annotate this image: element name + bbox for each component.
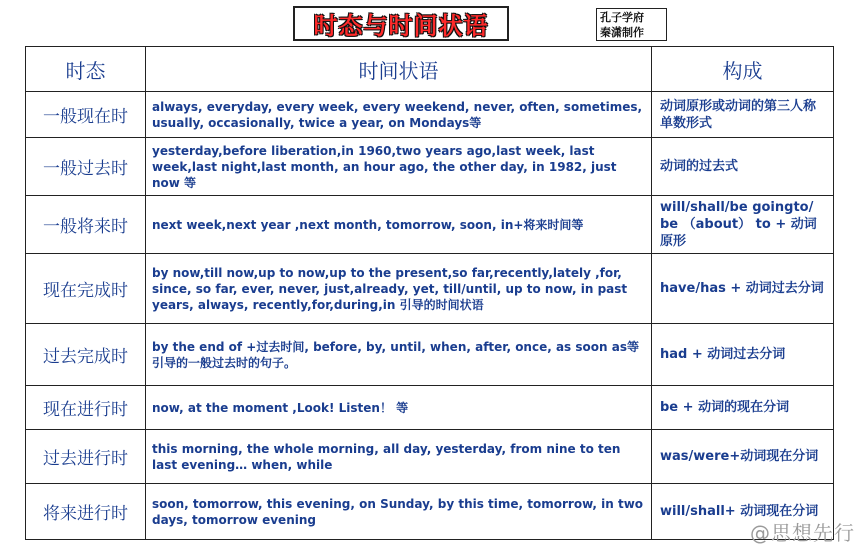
header-adverbials: 时间状语 bbox=[146, 47, 652, 92]
tense-table bbox=[25, 46, 834, 540]
table-row bbox=[26, 196, 834, 254]
adverbial-cell: by now,till now,up to now,up to the present,so far,recently,lately ,for, since, so far, ever, never, just,already, yet, till/until, up to now, in past years, always, recently,for,during,in 引导的时间状语 bbox=[146, 254, 652, 324]
form-cell: have/has + 动词过去分词 bbox=[652, 254, 834, 324]
table-row bbox=[26, 386, 834, 430]
form-cell: 动词原形或动词的第三人称单数形式 bbox=[652, 92, 834, 138]
credit-line-1: 孔子学府 bbox=[600, 11, 644, 24]
table-row bbox=[26, 138, 834, 196]
credit-line-2: 秦潇制作 bbox=[600, 26, 644, 39]
tense-cell: 一般现在时 bbox=[26, 92, 146, 138]
tense-cell: 一般过去时 bbox=[26, 138, 146, 196]
adverbial-cell: soon, tomorrow, this evening, on Sunday, by this time, tomorrow, in two days, tomorrow evening bbox=[146, 484, 652, 540]
table-row bbox=[26, 324, 834, 386]
watermark-text: @思想先行 bbox=[750, 521, 855, 545]
tense-cell: 过去进行时 bbox=[26, 430, 146, 484]
adverbial-cell: now, at the moment ,Look! Listen！ 等 bbox=[146, 386, 652, 430]
header-form: 构成 bbox=[652, 47, 834, 92]
tense-cell: 现在进行时 bbox=[26, 386, 146, 430]
adverbial-cell: always, everyday, every week, every weekend, never, often, sometimes, usually, occasionally, twice a year, on Mondays等 bbox=[146, 92, 652, 138]
form-cell: had + 动词过去分词 bbox=[652, 324, 834, 386]
table-row bbox=[26, 92, 834, 138]
tense-cell: 一般将来时 bbox=[26, 196, 146, 254]
adverbial-cell: next week,next year ,next month, tomorrow, soon, in+将来时间等 bbox=[146, 196, 652, 254]
form-cell: was/were+动词现在分词 bbox=[652, 430, 834, 484]
adverbial-cell: yesterday,before liberation,in 1960,two years ago,last week, last week,last night,last month, an hour ago, the other day, in 1982, just now 等 bbox=[146, 138, 652, 196]
form-cell: be + 动词的现在分词 bbox=[652, 386, 834, 430]
form-cell: 动词的过去式 bbox=[652, 138, 834, 196]
adverbial-cell: by the end of +过去时间, before, by, until, when, after, once, as soon as等引导的一般过去时的句子。 bbox=[146, 324, 652, 386]
header-tense: 时态 bbox=[26, 47, 146, 92]
table-row bbox=[26, 430, 834, 484]
table-row bbox=[26, 484, 834, 540]
tense-cell: 现在完成时 bbox=[26, 254, 146, 324]
credit-box bbox=[596, 8, 667, 41]
tense-cell: 过去完成时 bbox=[26, 324, 146, 386]
table-row bbox=[26, 254, 834, 324]
form-cell: will/shall/be goingto/ be （about） to + 动词原形 bbox=[652, 196, 834, 254]
page-title: 时态与时间状语 bbox=[293, 6, 509, 41]
tense-cell: 将来进行时 bbox=[26, 484, 146, 540]
form-cell: will/shall+ 动词现在分词 bbox=[652, 484, 834, 540]
adverbial-cell: this morning, the whole morning, all day, yesterday, from nine to ten last evening… when, while bbox=[146, 430, 652, 484]
table-header-row bbox=[26, 47, 834, 92]
